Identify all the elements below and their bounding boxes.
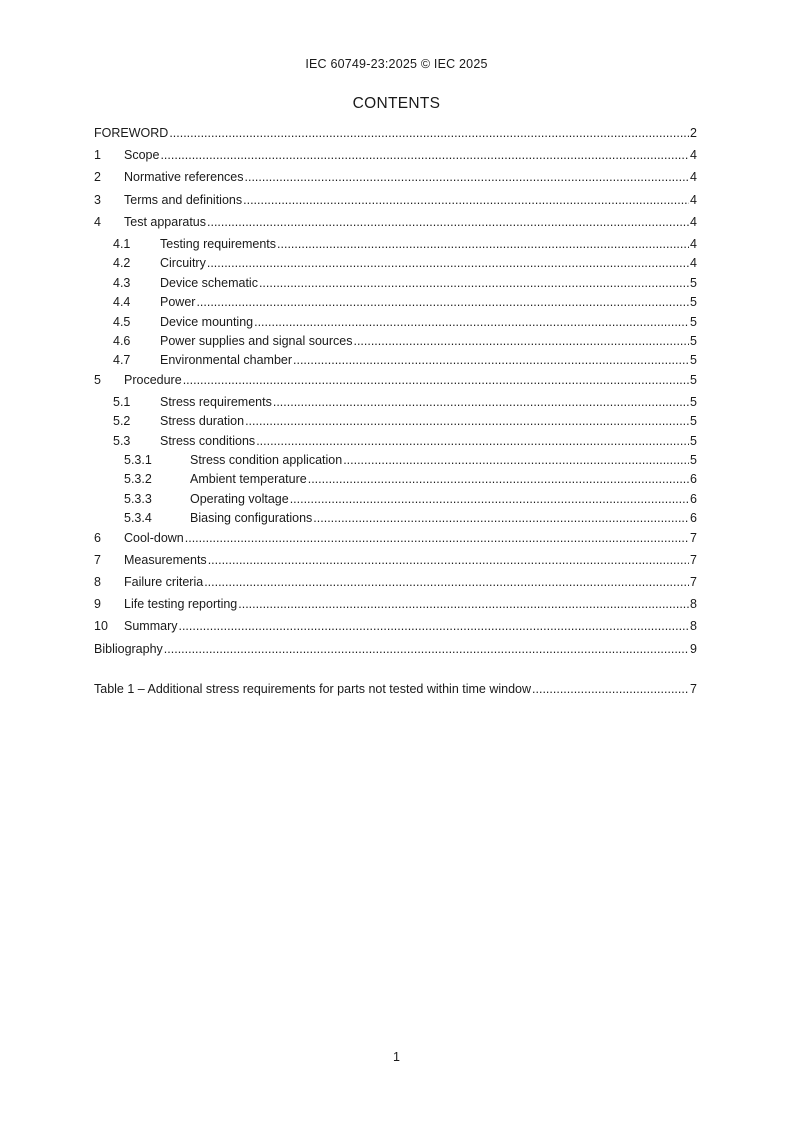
dot-leader <box>207 215 689 229</box>
toc-entry-page: 7 <box>690 530 697 545</box>
dot-leader <box>290 492 689 506</box>
dot-leader <box>256 434 689 448</box>
toc-entry[interactable] <box>94 453 697 472</box>
toc-entry-label: Summary <box>124 619 178 634</box>
table-entry[interactable] <box>94 682 697 704</box>
toc-entry-page: 4 <box>690 214 697 229</box>
toc-entry-number: 4.1 <box>113 236 131 251</box>
toc-entry[interactable] <box>94 531 697 553</box>
toc-entry-label: FOREWORD <box>94 126 169 140</box>
toc-entry-label: Stress duration <box>160 414 245 429</box>
dot-leader <box>245 414 689 428</box>
dot-leader <box>208 553 689 567</box>
contents-title: CONTENTS <box>352 95 441 112</box>
toc-entry[interactable] <box>94 237 697 256</box>
toc-entry-page: 5 <box>690 394 697 409</box>
dot-leader <box>353 334 689 348</box>
toc-entry[interactable] <box>94 373 697 395</box>
dot-leader <box>196 295 689 309</box>
dot-leader <box>169 126 689 140</box>
toc-entry-number: 5.3 <box>113 433 131 448</box>
toc-entry-number: 5.2 <box>113 414 131 429</box>
dot-leader <box>313 511 689 525</box>
toc-entry[interactable] <box>94 276 697 295</box>
toc-entry-label: Power <box>160 295 196 310</box>
toc-entry-label: Stress condition application <box>190 453 343 468</box>
toc-entry[interactable] <box>94 492 697 511</box>
dot-leader <box>164 642 689 656</box>
toc-entry[interactable] <box>94 256 697 275</box>
toc-entry-page: 5 <box>690 453 697 468</box>
toc-entry-number: 4.2 <box>113 256 131 271</box>
toc-entry[interactable] <box>94 434 697 453</box>
toc-entry-label: Stress requirements <box>160 394 272 409</box>
toc-entry-number: 9 <box>94 597 101 612</box>
toc-entry-page: 5 <box>690 314 697 329</box>
toc-entry-number: 4.4 <box>113 295 131 310</box>
toc-entry-page: 5 <box>690 433 697 448</box>
toc-entry[interactable] <box>94 597 697 619</box>
dot-leader <box>185 531 689 545</box>
dot-leader <box>238 597 689 611</box>
toc-entry-label: Device mounting <box>160 314 254 329</box>
toc-entry[interactable] <box>94 472 697 491</box>
dot-leader <box>532 682 689 696</box>
dot-leader <box>243 193 689 207</box>
toc-entry-label: Test apparatus <box>124 214 206 229</box>
toc-entry-label: Environmental chamber <box>160 353 293 368</box>
table-entry-label: Table 1 – Additional stress requirements for parts not tested within time window <box>94 682 532 696</box>
toc-entry-label: Scope <box>124 148 160 163</box>
toc-entry-number: 4.6 <box>113 333 131 348</box>
toc-entry-number: 4.5 <box>113 314 131 329</box>
dot-leader <box>343 453 689 467</box>
dot-leader <box>308 472 689 486</box>
toc-entry[interactable] <box>94 295 697 314</box>
toc-entry-number: 6 <box>94 530 101 545</box>
toc-entry-number: 5.3.1 <box>124 453 152 468</box>
toc-entry-number: 4.7 <box>113 353 131 368</box>
toc-entry-label: Biasing configurations <box>190 511 313 526</box>
toc-entry[interactable] <box>94 215 697 237</box>
toc-entry-label: Terms and definitions <box>124 192 243 207</box>
toc-entry-number: 10 <box>94 619 108 634</box>
toc-entry-label: Cool-down <box>124 530 184 545</box>
table-of-contents <box>94 126 697 664</box>
toc-entry-label: Stress conditions <box>160 433 256 448</box>
dot-leader <box>183 373 689 387</box>
toc-entry[interactable] <box>94 553 697 575</box>
page-number: 1 <box>393 1050 400 1064</box>
toc-entry-label: Normative references <box>124 170 244 185</box>
toc-entry[interactable] <box>94 315 697 334</box>
dot-leader <box>160 148 689 162</box>
toc-entry-page: 5 <box>690 372 697 387</box>
toc-entry-number: 5.3.2 <box>124 472 152 487</box>
document-header: IEC 60749-23:2025 © IEC 2025 <box>305 57 488 71</box>
toc-entry[interactable] <box>94 148 697 170</box>
toc-entry-label: Measurements <box>124 552 207 567</box>
dot-leader <box>207 256 689 270</box>
toc-entry-label: Life testing reporting <box>124 597 238 612</box>
dot-leader <box>293 353 689 367</box>
toc-entry-page: 8 <box>690 619 697 634</box>
toc-entry-label: Bibliography <box>94 641 163 656</box>
toc-entry[interactable] <box>94 414 697 433</box>
toc-entry-page: 5 <box>690 275 697 290</box>
toc-entry[interactable] <box>94 193 697 215</box>
toc-entry-number: 1 <box>94 148 101 163</box>
dot-leader <box>245 170 690 184</box>
toc-entry[interactable] <box>94 353 697 372</box>
toc-entry-label: Failure criteria <box>124 574 204 589</box>
toc-entry-label: Operating voltage <box>190 491 289 506</box>
toc-entry-label: Ambient temperature <box>190 472 307 487</box>
toc-entry-number: 5.3.3 <box>124 491 152 506</box>
toc-entry-page: 7 <box>690 574 697 589</box>
toc-entry-page: 8 <box>690 597 697 612</box>
toc-entry-number: 3 <box>94 192 101 207</box>
toc-entry-page: 4 <box>690 256 697 271</box>
dot-leader <box>273 395 689 409</box>
toc-entry[interactable] <box>94 126 697 148</box>
toc-entry-number: 4.3 <box>113 275 131 290</box>
toc-entry-number: 5.3.4 <box>124 511 152 526</box>
toc-entry-number: 8 <box>94 574 101 589</box>
toc-entry-page: 7 <box>690 552 697 567</box>
toc-entry-page: 4 <box>690 192 697 207</box>
toc-entry[interactable] <box>94 511 697 530</box>
toc-entry-page: 4 <box>690 236 697 251</box>
toc-entry-label: Procedure <box>124 372 182 387</box>
toc-entry-page: 4 <box>690 148 697 163</box>
toc-entry-page: 6 <box>690 472 697 487</box>
table-entry-page: 7 <box>690 682 697 696</box>
toc-entry-number: 5 <box>94 372 101 387</box>
toc-entry-label: Device schematic <box>160 275 258 290</box>
toc-entry-page: 2 <box>690 126 697 140</box>
toc-entry[interactable] <box>94 642 697 664</box>
toc-entry[interactable] <box>94 334 697 353</box>
toc-entry-number: 7 <box>94 552 101 567</box>
toc-entry-number: 2 <box>94 170 101 185</box>
toc-entry[interactable] <box>94 619 697 641</box>
dot-leader <box>277 237 689 251</box>
list-of-tables <box>94 682 697 704</box>
toc-entry-label: Circuitry <box>160 256 206 271</box>
toc-entry-label: Testing requirements <box>160 236 277 251</box>
toc-entry-number: 5.1 <box>113 394 131 409</box>
toc-entry-page: 4 <box>690 170 697 185</box>
toc-entry-label: Power supplies and signal sources <box>160 333 353 348</box>
toc-entry-page: 5 <box>690 353 697 368</box>
toc-entry-page: 5 <box>690 295 697 310</box>
toc-entry[interactable] <box>94 575 697 597</box>
dot-leader <box>254 315 689 329</box>
toc-entry-number: 4 <box>94 214 101 229</box>
dot-leader <box>259 276 689 290</box>
toc-entry-page: 6 <box>690 491 697 506</box>
dot-leader <box>204 575 689 589</box>
toc-entry-page: 5 <box>690 414 697 429</box>
toc-entry-page: 9 <box>690 641 697 656</box>
toc-entry[interactable] <box>94 170 697 192</box>
dot-leader <box>178 619 689 633</box>
toc-entry-page: 5 <box>690 333 697 348</box>
toc-entry[interactable] <box>94 395 697 414</box>
toc-entry-page: 6 <box>690 511 697 526</box>
